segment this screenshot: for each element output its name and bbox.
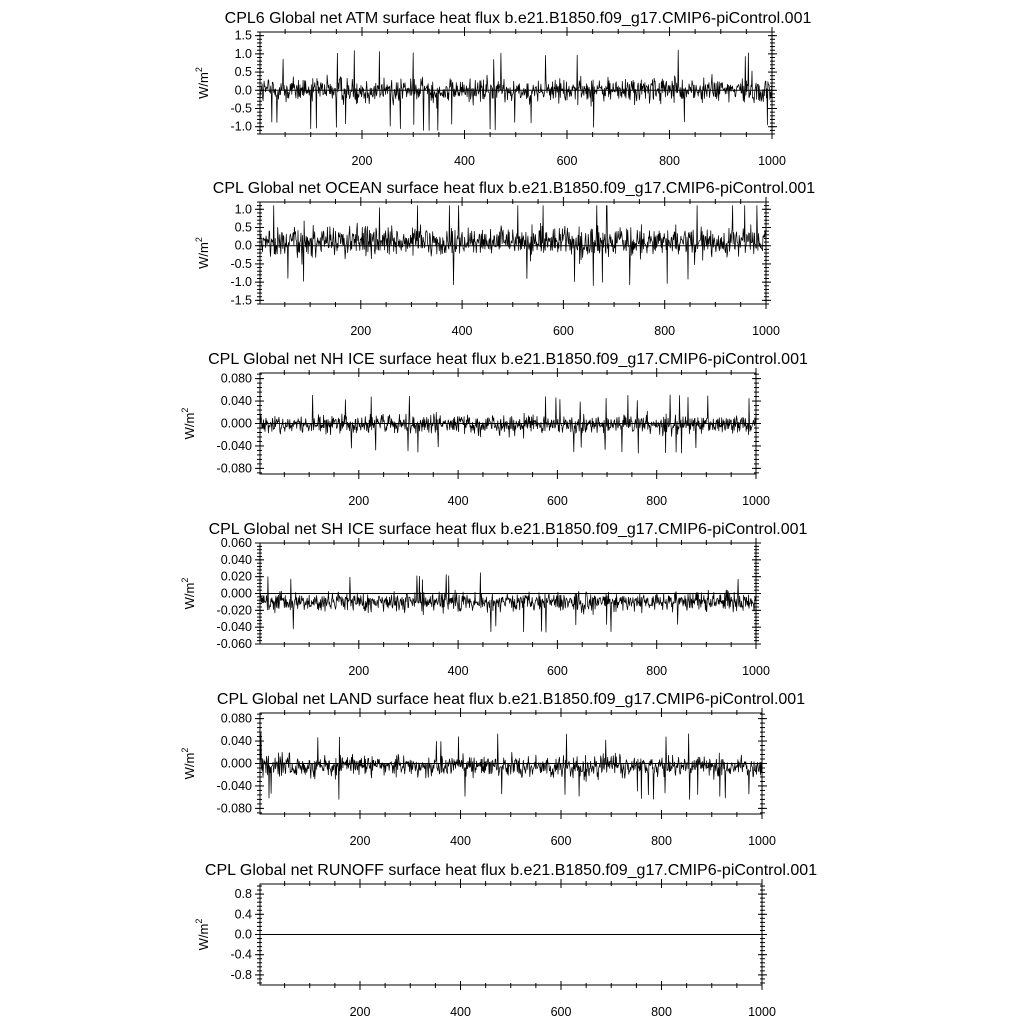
y-axis-label: $W/m^2$ [180,577,197,610]
y-tick-label: 0.4 [234,907,252,922]
x-tick-label: 600 [546,494,568,508]
x-tick-label: 800 [646,664,668,678]
panel-title: CPL6 Global net ATM surface heat flux b.e21.B1850.f09_g17.CMIP6-piControl.001 [224,10,812,27]
panel-title: CPL Global net LAND surface heat flux b.e21.B1850.f09_g17.CMIP6-piControl.001 [216,691,806,708]
y-tick-label: 0.5 [234,220,252,235]
y-tick-label: -0.040 [216,778,252,793]
x-tick-label: 200 [348,664,370,678]
y-tick-label: 0.080 [220,371,252,386]
y-tick-label: -0.040 [216,438,252,453]
x-tick-label: 200 [349,834,371,848]
y-tick-label: 0.060 [220,536,252,550]
y-tick-label: -0.8 [230,967,252,982]
y-tick-label: -0.080 [216,801,252,816]
y-tick-label: 0.000 [220,586,252,601]
x-tick-label: 1000 [748,1005,776,1019]
y-tick-label: -1.5 [230,293,252,308]
x-tick-label: 400 [451,324,473,338]
y-tick-label: 0.000 [220,756,252,771]
y-tick-label: 0.040 [220,734,252,749]
plot-frame [260,202,766,304]
y-tick-label: -1.0 [230,119,252,134]
x-tick-label: 800 [659,154,680,168]
y-tick-label: -0.080 [216,461,252,476]
y-tick-label: 0.040 [220,394,252,409]
y-tick-label: 1.0 [234,46,252,61]
y-axis-label: $W/m^2$ [194,237,211,269]
y-axis-label: $W/m^2$ [194,918,211,951]
x-tick-label: 600 [552,324,574,338]
x-tick-label: 1000 [742,494,770,508]
y-tick-label: 0.0 [234,238,252,253]
x-tick-label: 1000 [752,324,780,338]
x-tick-label: 400 [450,834,471,848]
y-tick-label: -0.060 [216,637,252,651]
x-tick-label: 600 [550,834,572,848]
y-tick-label: 0.0 [234,83,252,98]
series-line [260,395,756,453]
x-tick-label: 1000 [748,834,776,848]
y-tick-label: 1.5 [234,28,252,43]
panel-3 [180,351,808,508]
y-tick-label: 0.080 [220,711,252,726]
series-line [260,573,756,632]
y-tick-label: -0.040 [216,620,252,635]
panel-5 [180,691,805,848]
panel-title: CPL Global net OCEAN surface heat flux b.e21.B1850.f09_g17.CMIP6-piControl.001 [212,180,816,197]
y-tick-label: -0.5 [230,101,252,116]
y-axis-label: $W/m^2$ [180,407,197,440]
x-tick-label: 400 [447,494,469,508]
y-axis-label: $W/m^2$ [194,67,211,99]
panel-4 [180,521,808,678]
y-tick-label: 0.000 [220,416,252,431]
y-tick-label: -0.4 [230,947,252,962]
x-tick-label: 200 [349,1005,371,1019]
panel-1 [194,10,811,168]
y-tick-label: -0.5 [230,256,252,271]
x-tick-label: 200 [351,154,373,168]
y-tick-label: -1.0 [230,275,252,290]
y-axis-label: $W/m^2$ [180,747,197,780]
panel-title: CPL Global net NH ICE surface heat flux b.e21.B1850.f09_g17.CMIP6-piControl.001 [208,351,808,368]
y-tick-label: 0.020 [220,569,252,584]
x-tick-label: 200 [350,324,372,338]
x-tick-label: 600 [546,664,568,678]
x-tick-label: 800 [654,324,676,338]
x-tick-label: 800 [646,494,668,508]
y-tick-label: -0.020 [216,603,252,618]
x-tick-label: 400 [450,1005,471,1019]
y-tick-label: 1.0 [234,202,252,217]
x-tick-label: 600 [550,1005,572,1019]
y-tick-label: 0.0 [234,927,252,942]
panel-6 [194,862,817,1019]
x-tick-label: 800 [651,1005,672,1019]
y-tick-label: 0.8 [234,887,252,902]
x-tick-label: 1000 [742,664,770,678]
y-tick-label: 0.040 [220,552,252,567]
x-tick-label: 200 [348,494,370,508]
panel-title: CPL Global net SH ICE surface heat flux b.e21.B1850.f09_g17.CMIP6-piControl.001 [208,521,808,538]
x-tick-label: 800 [651,834,672,848]
panel-title: CPL Global net RUNOFF surface heat flux b.e21.B1850.f09_g17.CMIP6-piControl.001 [204,862,818,879]
x-tick-label: 1000 [758,154,786,168]
series-line [260,733,762,799]
x-tick-label: 600 [556,154,578,168]
panel-2 [194,180,815,338]
y-tick-label: 0.5 [234,65,252,80]
x-tick-label: 400 [447,664,469,678]
x-tick-label: 400 [454,154,475,168]
